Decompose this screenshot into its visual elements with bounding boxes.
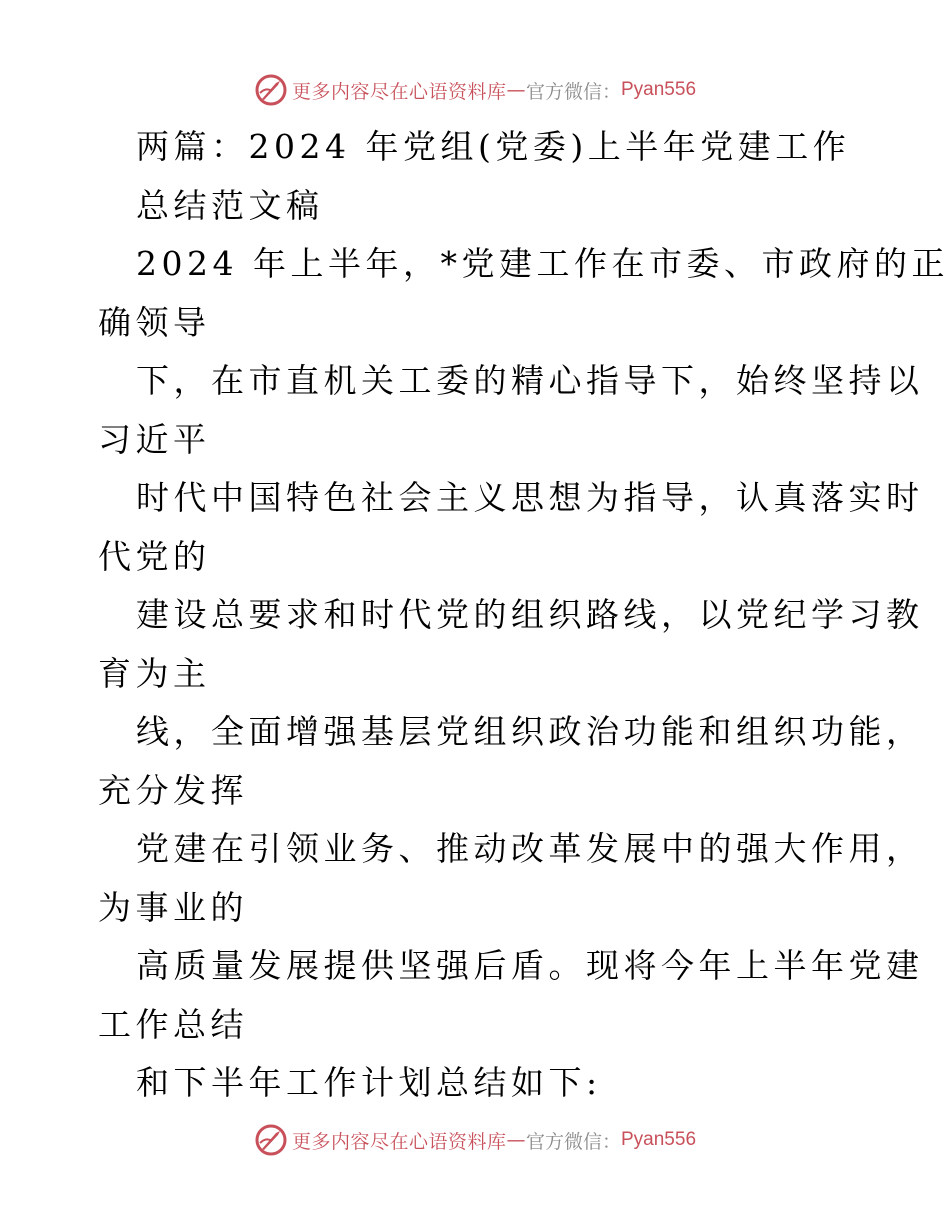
paragraph-line: 线，全面增强基层党组织政治功能和组织功能， [136, 712, 924, 751]
paragraph-line: 时代中国特色社会主义思想为指导，认真落实时 [136, 478, 924, 517]
paragraph-line: 工作总结 [98, 1004, 248, 1044]
paragraph-line: 习近平 [98, 419, 211, 459]
header-watermark [0, 70, 950, 110]
paragraph-line: 为事业的 [98, 887, 248, 927]
quill-logo-icon [254, 1123, 288, 1157]
watermark-text: 更多内容尽在心语资料库 [291, 80, 507, 103]
paragraph-line: 确领导 [98, 302, 211, 342]
watermark-text: 更多内容尽在心语资料库 [291, 1130, 507, 1153]
paragraph-line: 代党的 [98, 536, 211, 576]
paragraph-line: 建设总要求和时代党的组织路线，以党纪学习教 [136, 595, 924, 634]
paragraph-line: 育为主 [98, 653, 211, 693]
title-line-1: 两篇：2024 年党组(党委)上半年党建工作 [136, 127, 851, 166]
watermark-wechat-label: 官方微信： [525, 1130, 621, 1153]
watermark-wechat-id: Pyan556 [621, 1129, 697, 1150]
paragraph-line: 充分发挥 [98, 770, 248, 810]
document-body [0, 118, 950, 1113]
paragraph-line: 高质量发展提供坚强后盾。现将今年上半年党建 [136, 946, 924, 985]
quill-logo-icon [254, 73, 288, 107]
paragraph-line: 党建在引领业务、推动改革发展中的强大作用， [136, 829, 924, 868]
footer-watermark [0, 1120, 950, 1160]
watermark-wechat-label: 官方微信： [525, 80, 621, 103]
watermark-separator: — [506, 79, 526, 101]
paragraph-line: 和下半年工作计划总结如下: [136, 1063, 602, 1102]
paragraph-line: 2024 年上半年，*党建工作在市委、市政府的正 [136, 244, 949, 283]
paragraph-line: 下，在市直机关工委的精心指导下，始终坚持以 [136, 361, 924, 400]
title-line-2: 总结范文稿 [136, 185, 324, 225]
watermark-separator: — [506, 1129, 526, 1151]
watermark-wechat-id: Pyan556 [621, 79, 697, 100]
